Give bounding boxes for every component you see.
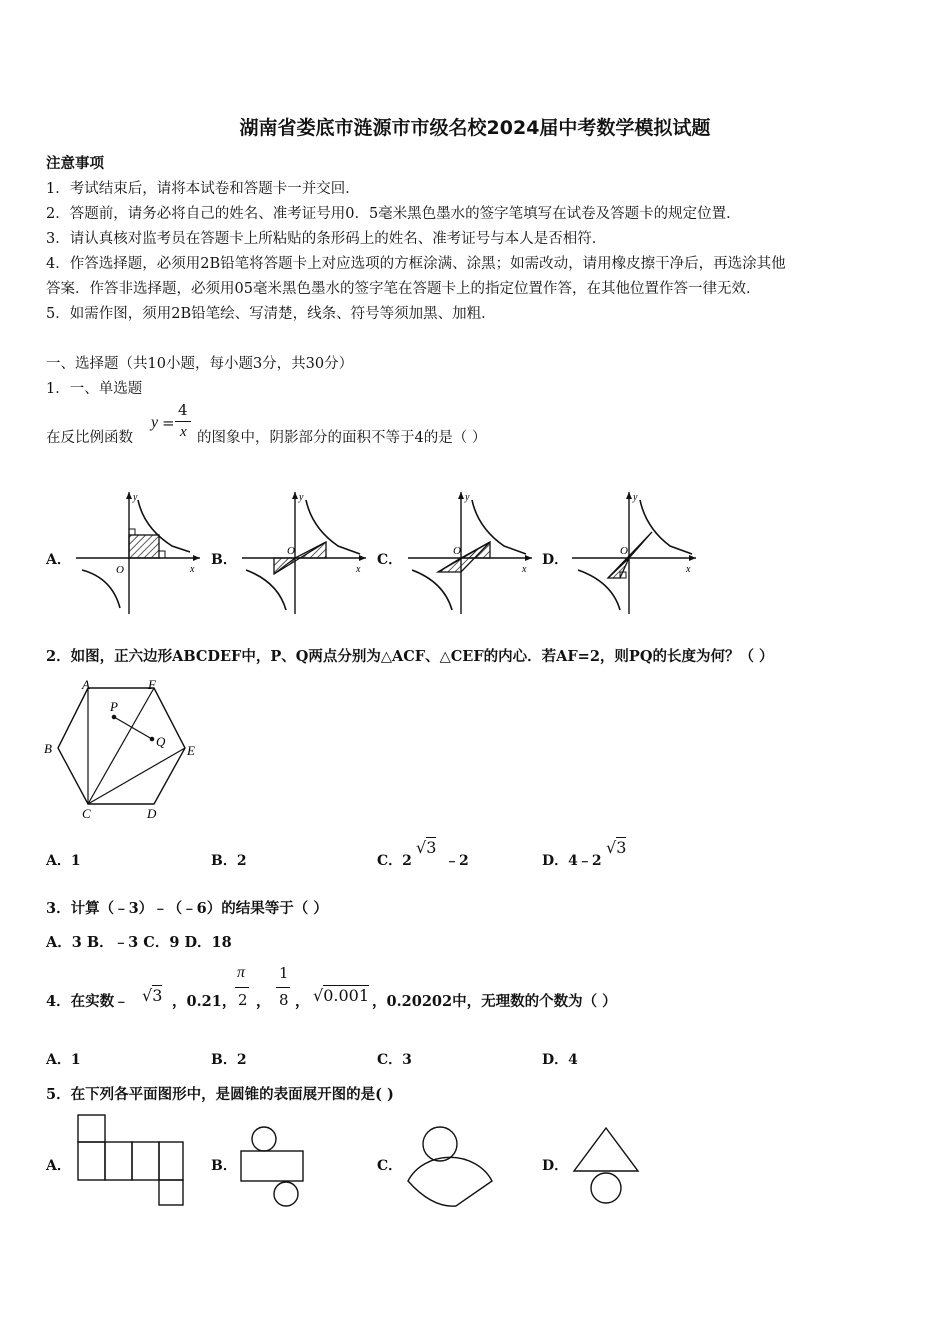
q4-option-c: C．3 bbox=[377, 1052, 412, 1068]
q4-radicand-0001: 0.001 bbox=[323, 986, 370, 1005]
q2-option-b: B．2 bbox=[211, 853, 247, 869]
section-subheading: 1．一、单选题 bbox=[46, 381, 143, 397]
q4-option-a: A．1 bbox=[46, 1052, 81, 1068]
q1-graph-b bbox=[238, 488, 374, 616]
net-square bbox=[159, 1180, 183, 1205]
net-square bbox=[159, 1142, 183, 1180]
right-angle-mark bbox=[159, 551, 165, 558]
triangle bbox=[574, 1128, 638, 1171]
q5-option-c-label: C． bbox=[377, 1158, 403, 1174]
label-e: E bbox=[187, 743, 195, 758]
q5-figure-b-cylinder-net bbox=[238, 1124, 308, 1210]
section-heading: 一、选择题（共10小题，每小题3分，共30分） bbox=[46, 356, 354, 372]
notice-item: 1．考试结束后，请将本试卷和答题卡一并交回． bbox=[46, 181, 360, 197]
x-arrow bbox=[359, 555, 366, 561]
point-q bbox=[150, 737, 155, 742]
q4-eight: 8 bbox=[279, 991, 289, 1009]
x-axis-label: x bbox=[686, 564, 691, 575]
base-circle bbox=[423, 1127, 457, 1161]
x-arrow bbox=[689, 555, 696, 561]
y-arrow bbox=[126, 492, 132, 499]
notice-heading: 注意事项 bbox=[46, 155, 104, 172]
notice-item: 3．请认真核对监考员在答题卡上所粘贴的条形码上的姓名、准考证号与本人是否相符． bbox=[46, 231, 607, 247]
q2-option-c-post: ﹣2 bbox=[445, 853, 469, 869]
net-square bbox=[78, 1115, 105, 1142]
y-axis-label: y bbox=[465, 492, 470, 503]
q1-graph-a bbox=[72, 488, 208, 616]
q2-option-d-radical: √3 bbox=[606, 838, 627, 857]
q1-suffix: 的图象中，阴影部分的面积不等于4的是（ ） bbox=[197, 430, 487, 446]
q1-eq: = bbox=[162, 414, 175, 432]
q3-question: 3．计算（﹣3）﹣（﹣6）的结果等于（ ） bbox=[46, 900, 328, 917]
x-axis-label: x bbox=[190, 564, 195, 575]
q2-hexagon-figure bbox=[42, 676, 212, 826]
q1-option-b-label: B． bbox=[211, 552, 237, 568]
q4-pi: π bbox=[237, 964, 246, 981]
q1-num: 4 bbox=[178, 401, 188, 419]
q4-sep-2: ， bbox=[256, 993, 271, 1010]
notice-item: 5．如需作图，须用2B铅笔绘、写清楚，线条、符号等须加黑、加粗． bbox=[46, 306, 496, 322]
shaded-region bbox=[274, 542, 326, 574]
curve bbox=[472, 500, 526, 554]
q4-sep-1: ，0.21， bbox=[172, 993, 237, 1010]
q4-pi-den: 2 bbox=[238, 991, 248, 1009]
point-p bbox=[112, 715, 117, 720]
label-b: B bbox=[44, 741, 52, 756]
net-square bbox=[132, 1142, 159, 1180]
segment-pq bbox=[114, 717, 152, 739]
x-arrow bbox=[525, 555, 532, 561]
q1-y: y bbox=[151, 414, 159, 431]
label-a: A bbox=[82, 677, 90, 692]
y-arrow bbox=[292, 492, 298, 499]
origin-label: O bbox=[287, 545, 295, 557]
page-title: 湖南省娄底市涟源市市级名校2024届中考数学模拟试题 bbox=[239, 117, 711, 139]
q1-option-a-label: A． bbox=[46, 552, 71, 568]
q1-prefix: 在反比例函数 bbox=[46, 430, 133, 446]
q4-radicand-3: 3 bbox=[152, 986, 163, 1005]
net-square bbox=[105, 1142, 132, 1180]
q1-option-d-label: D． bbox=[542, 552, 569, 568]
bottom-circle bbox=[274, 1182, 298, 1206]
q5-figure-c-cone-net bbox=[402, 1124, 498, 1210]
q5-question: 5．在下列各平面图形中，是圆锥的表面展开图的是( ) bbox=[46, 1086, 394, 1103]
q4-sep-3: ， bbox=[295, 993, 310, 1010]
segment-ec bbox=[88, 748, 185, 804]
y-arrow bbox=[458, 492, 464, 499]
y-arrow bbox=[626, 492, 632, 499]
q4-option-d: D．4 bbox=[542, 1052, 578, 1068]
q4-option-b: B．2 bbox=[211, 1052, 247, 1068]
label-f: F bbox=[148, 677, 156, 692]
label-d: D bbox=[147, 806, 157, 821]
q3-options: A．3 B．﹣3 C．9 D．18 bbox=[46, 934, 232, 951]
shaded-rectangle bbox=[129, 535, 159, 558]
origin-label: O bbox=[453, 545, 461, 557]
segment-fc bbox=[88, 688, 154, 804]
base-circle bbox=[591, 1173, 621, 1203]
q5-figure-d-pyramid-net bbox=[568, 1124, 644, 1210]
x-axis-label: x bbox=[356, 564, 361, 575]
q4-prefix: 4．在实数﹣ bbox=[46, 993, 129, 1010]
notice-item: 2．答题前，请务必将自己的姓名、准考证号用0．5毫米黑色墨水的签字笔填写在试卷及答题卡的规定位置． bbox=[46, 206, 741, 222]
q4-one: 1 bbox=[279, 964, 289, 982]
q1-den: x bbox=[180, 424, 187, 440]
q2-option-c-radical: √3 bbox=[416, 838, 437, 857]
origin-label: O bbox=[620, 545, 628, 557]
sector bbox=[408, 1157, 492, 1206]
q4-radical-3: √3 bbox=[142, 986, 163, 1005]
curve bbox=[640, 500, 692, 554]
top-circle bbox=[252, 1127, 276, 1151]
fraction-bar bbox=[175, 421, 191, 422]
origin-label: O bbox=[116, 564, 124, 576]
curve bbox=[82, 570, 120, 608]
y-axis-label: y bbox=[133, 492, 138, 503]
notice-item: 4．作答选择题，必须用2B铅笔将答题卡上对应选项的方框涂满、涂黑；如需改动，请用橡皮擦干净后，再选涂其他 bbox=[46, 256, 786, 272]
curve bbox=[412, 570, 452, 610]
q2-question: 2．如图，正六边形ABCDEF中，P、Q两点分别为△ACF、△CEF的内心．若AF=2，则PQ的长度为何？（ ） bbox=[46, 648, 774, 665]
q5-option-b-label: B． bbox=[211, 1158, 237, 1174]
net-square bbox=[78, 1142, 105, 1180]
q2-option-d: D．4﹣2 bbox=[542, 853, 602, 869]
y-axis-label: y bbox=[299, 492, 304, 503]
label-p: P bbox=[110, 699, 118, 714]
fraction-bar bbox=[235, 987, 249, 988]
q2-option-c-radicand: 3 bbox=[426, 838, 437, 857]
y-axis-label: y bbox=[633, 492, 638, 503]
label-q: Q bbox=[156, 734, 166, 749]
q5-option-d-label: D． bbox=[542, 1158, 569, 1174]
q5-figure-a-cube-net bbox=[74, 1112, 186, 1208]
q2-option-a: A．1 bbox=[46, 853, 81, 869]
x-axis-label: x bbox=[522, 564, 527, 575]
curve bbox=[306, 500, 360, 554]
q4-suffix: ，0.20202中，无理数的个数为（ ） bbox=[372, 993, 617, 1010]
label-c: C bbox=[82, 806, 91, 821]
q2-option-c: C．2 bbox=[377, 853, 412, 869]
right-angle-mark bbox=[129, 529, 135, 535]
q1-graph-d bbox=[568, 488, 704, 616]
rectangle bbox=[241, 1151, 303, 1181]
q1-option-c-label: C． bbox=[377, 552, 403, 568]
q1-graph-c bbox=[404, 488, 540, 616]
q4-radical-0001: √0.001 bbox=[313, 986, 370, 1005]
q5-option-a-label: A． bbox=[46, 1158, 71, 1174]
notice-item: 答案．作答非选择题，必须用05毫米黑色墨水的签字笔在答题卡上的指定位置作答，在其他位置作答一律无效． bbox=[46, 281, 761, 297]
q2-option-d-radicand: 3 bbox=[616, 838, 627, 857]
fraction-bar bbox=[276, 987, 290, 988]
x-arrow bbox=[193, 555, 200, 561]
curve bbox=[246, 570, 286, 610]
